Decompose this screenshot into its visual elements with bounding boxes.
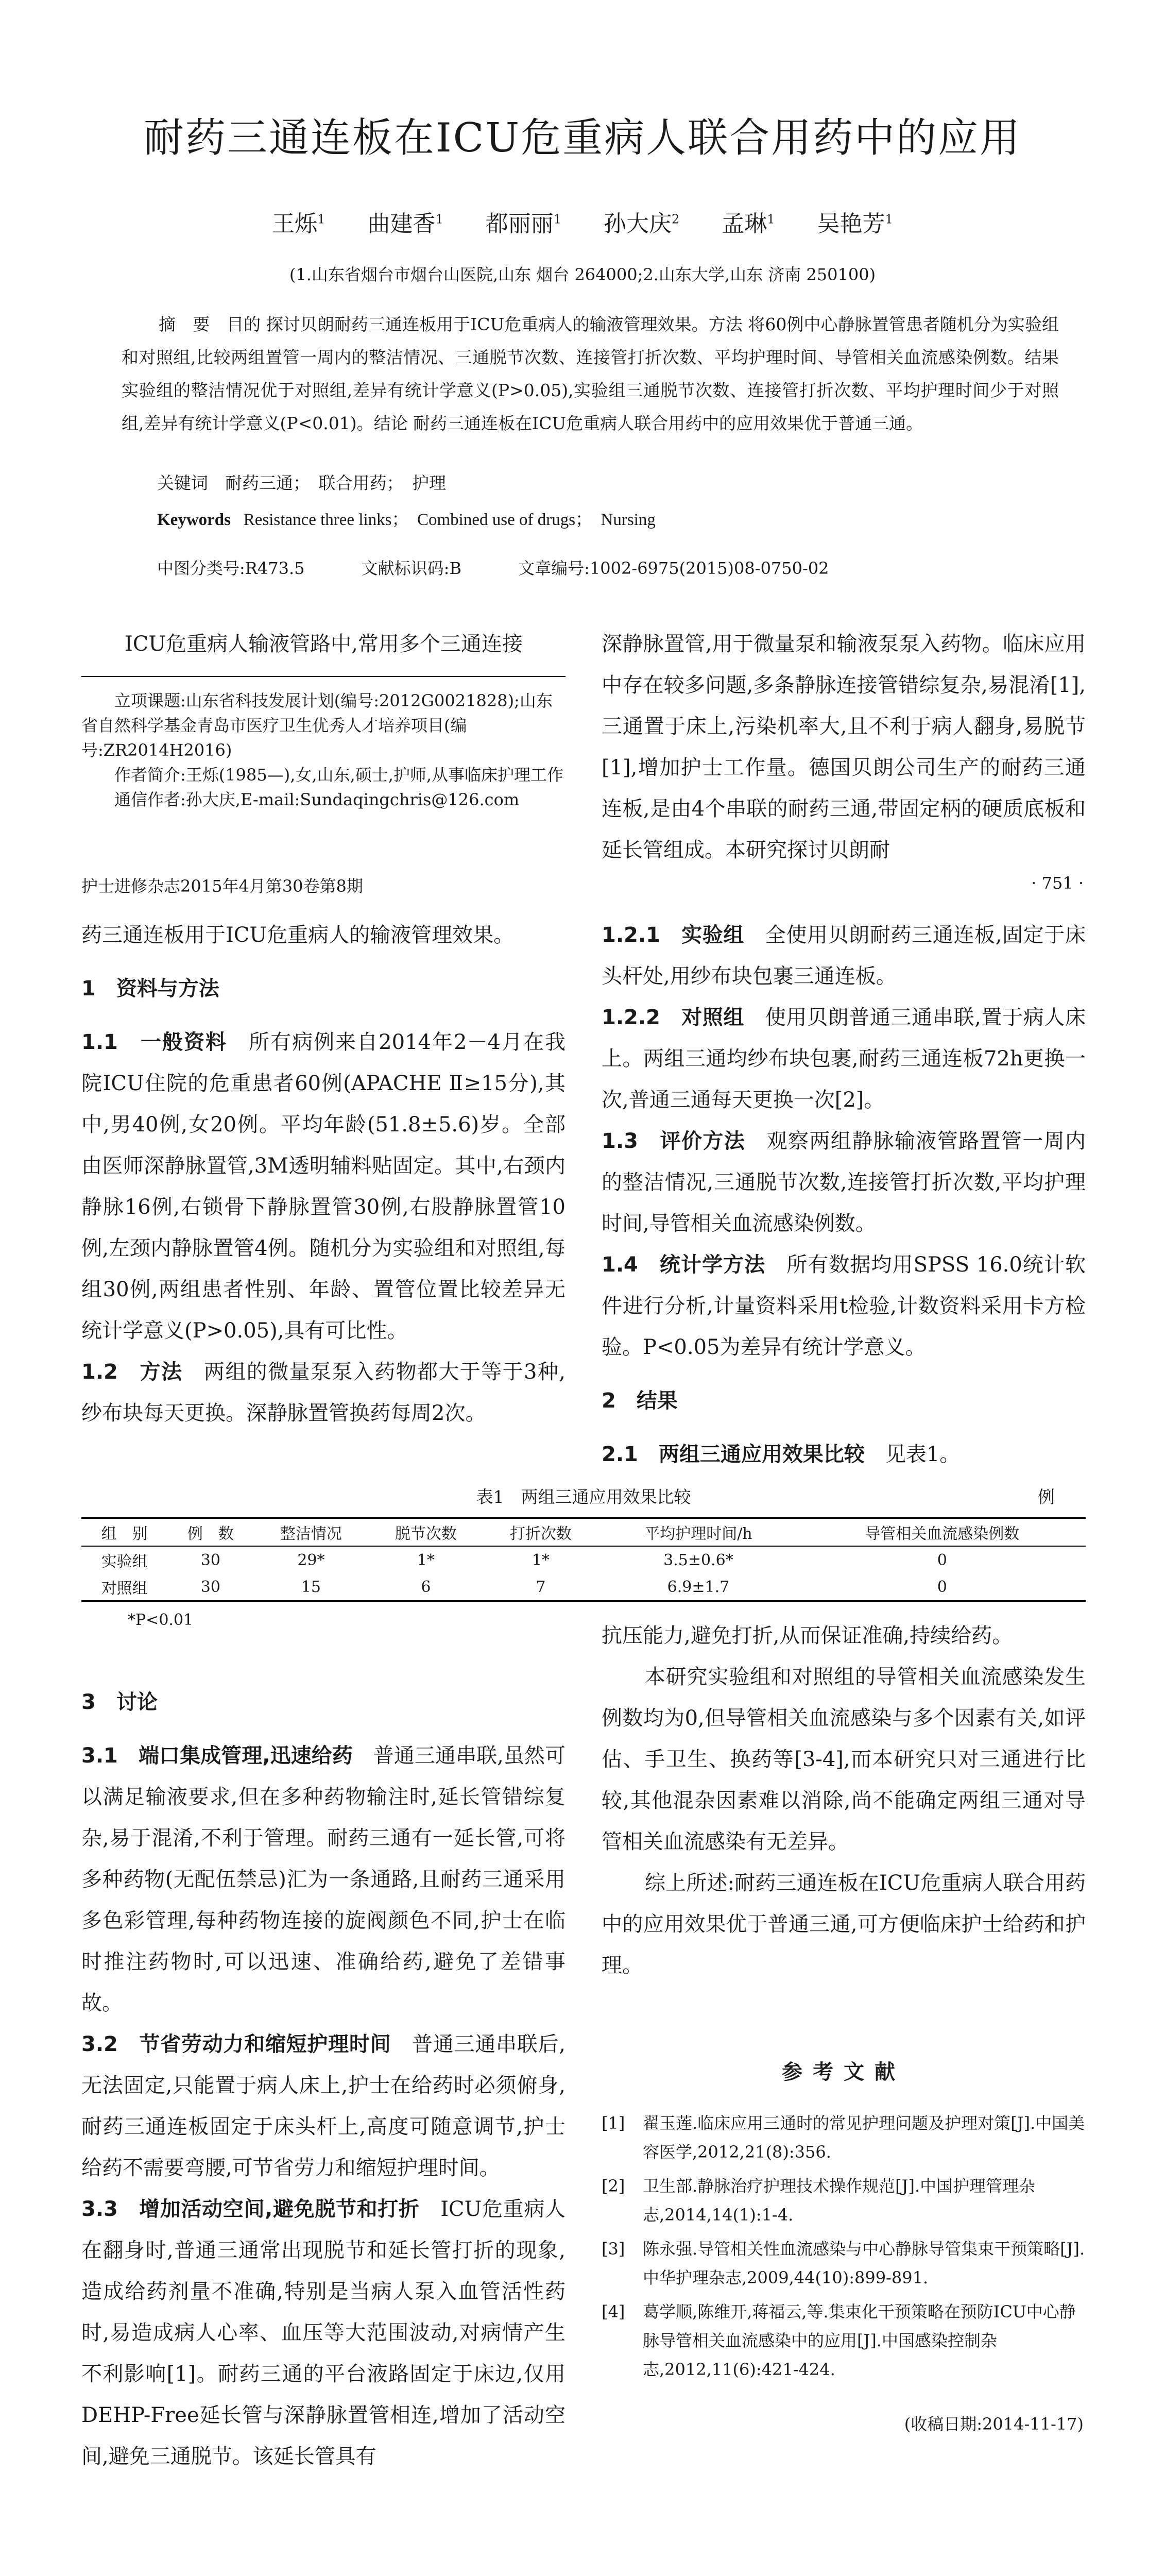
subsection-heading: 1.2 方法 [81,1360,183,1384]
reference-number: [3] [602,2239,625,2259]
table-cell: 6 [368,1573,483,1601]
paragraph: 1.3 评价方法 观察两组静脉输液管路置管一周内的整洁情况,三通脱节次数,连接管打折次数,平均护理时间,导管相关血流感染例数。 [602,1129,1086,1235]
references-section [602,2056,1086,2389]
table-header-cell: 平均护理时间/h [598,1518,798,1547]
footnote-rule [81,676,566,677]
article-number: 文章编号:1002-6975(2015)08-0750-02 [518,558,829,578]
table-cell: 29* [297,1551,325,1569]
author-list [0,205,1165,238]
journal-header: 护士进修杂志2015年4月第30卷第8期 [81,876,363,896]
table-row [81,1573,1086,1601]
subsection-heading: 1.2.2 对照组 [602,1006,745,1029]
table-header-cell: 例 数 [167,1518,253,1547]
reference-number: [4] [602,2302,625,2321]
table-note: *P<0.01 [128,1611,194,1629]
section-heading: 3 讨论 [81,1690,158,1714]
table-cell: 7 [483,1573,598,1601]
table-cell: 1* [417,1551,435,1569]
page1-right-column [602,623,1086,871]
document-code: 文献标识码:B [361,558,461,578]
reference-text: 卫生部.静脉治疗护理技术操作规范[J].中国护理管理杂志,2014,14(1):1-4. [643,2176,1036,2225]
paragraph: 3.2 节省劳动力和缩短护理时间 普通三通串联后,无法固定,只能置于病人床上,护士在给药时必须俯身,耐药三通连板固定于床头杆上,高度可随意调节,护士给药不需要弯腰,可节省劳力和缩短护理时间。 [81,2032,566,2180]
table-unit: 例 [1038,1487,1055,1507]
reference-text: 翟玉莲.临床应用三通时的常见护理问题及护理对策[J].中国美容医学,2012,21(8):356. [643,2113,1085,2162]
author: 王烁$^1$ [272,211,325,237]
references-title: 参考文献 [782,2060,905,2084]
reference-item [602,2234,1086,2292]
classification-line [157,555,881,579]
paragraph: 综上所述:耐药三通连板在ICU危重病人联合用药中的应用效果优于普通三通,可方便临床护士给药和护理。 [602,1871,1086,1977]
reference-number: [1] [602,2113,625,2133]
table-cell: 对照组 [81,1573,167,1601]
section-heading: 2 结果 [602,1389,678,1413]
page1-left-column [81,623,566,665]
paragraph: 2.1 两组三通应用效果比较 见表1。 [602,1443,961,1466]
paper-title: 耐药三通连板在ICU危重病人联合用药中的应用 [143,115,1022,161]
author: 都丽丽$^1$ [485,211,561,237]
clc-number: 中图分类号:R473.5 [157,558,305,578]
table-header-cell: 组 别 [81,1518,167,1547]
paragraph: 抗压能力,避免打折,从而保证准确,持续给药。 [602,1624,1013,1648]
subsection-heading: 3.1 端口集成管理,迅速给药 [81,1744,353,1768]
reference-item [602,2109,1086,2166]
subsection-heading: 2.1 两组三通应用效果比较 [602,1443,865,1466]
keywords: 关键词 耐药三通； 联合用药； 护理 [157,473,446,493]
reference-number: [2] [602,2176,625,2196]
intro-paragraph: ICU危重病人输液管路中,常用多个三通连接 [125,632,523,656]
subsection-heading: 1.3 评价方法 [602,1129,746,1153]
paragraph: 1.4 统计学方法 所有数据均用SPSS 16.0统计软件进行分析,计量资料采用t检验,计数资料采用卡方检验。P<0.05为差异有统计学意义。 [602,1253,1086,1359]
author: 吴艳芳$^1$ [817,211,893,237]
subsection-heading: 3.2 节省劳动力和缩短护理时间 [81,2032,391,2056]
subsection-heading: 1.4 统计学方法 [602,1253,766,1277]
discussion-left-column [81,1669,566,2477]
paragraph: 1.1 一般资料 所有病例来自2014年2－4月在我院ICU住院的危重患者60例(APACHE Ⅱ≥15分),其中,男40例,女20例。平均年龄(51.8±5.6)岁。全部由医师深静脉置管,3M透明辅料贴固定。其中,右颈内静脉16例,右锁骨下静脉置管30例,右股静脉置管10例,左颈内静脉置管4例。随机分为实验组和对照组,每组30例,两组患者性别、年龄、置管位置比较差异无统计学意义(P>0.05),具有可比性。 [81,1030,566,1343]
table-header-cell: 脱节次数 [368,1518,483,1547]
reference-item [602,2297,1086,2384]
table-cell: 1* [532,1551,550,1569]
received-date: (收稿日期:2014-11-17) [904,2414,1084,2434]
paragraph: 本研究实验组和对照组的导管相关血流感染发生例数均为0,但导管相关血流感染与多个因素有关,如评估、手卫生、换药等[3-4],而本研究只对三通进行比较,其他混杂因素难以消除,尚不能确定两组三通对导管相关血流感染有无差异。 [602,1665,1086,1854]
reference-text: 葛学顺,陈维开,蒋福云,等.集束化干预策略在预防ICU中心静脉导管相关血流感染中的应用[J].中国感染控制杂志,2012,11(6):421-424. [643,2302,1076,2379]
table-cell: 3.5±0.6* [663,1551,733,1569]
subsection-heading: 3.3 增加活动空间,避免脱节和打折 [81,2197,420,2221]
results-table [81,1484,1086,1629]
table-cell: 实验组 [101,1553,148,1571]
table-cell: 30 [167,1573,253,1601]
table-header-cell: 整洁情况 [253,1518,368,1547]
author: 孟琳$^1$ [722,211,775,237]
author: 曲建香$^1$ [367,211,443,237]
footnote: 立项课题:山东省科技发展计划(编号:2012G0021828);山东省自然科学基金青岛市医疗卫生优秀人才培养项目(编号:ZR2014H2016) 作者简介:王烁(1985—),女,山东,硕士,护师,从事临床护理工作 通信作者:孙大庆,E-mail:Sundaqingchris@126.com [81,691,564,809]
subsection-heading: 1.2.1 实验组 [602,923,745,947]
table-row [81,1546,1086,1573]
paragraph: 药三通连板用于ICU危重病人的输液管理效果。 [81,923,515,947]
author: 孙大庆$^2$ [604,211,680,237]
keywords-en-label: Keywords [157,511,231,529]
affiliations: (1.山东省烟台市烟台山医院,山东 烟台 264000;2.山东大学,山东 济南 250100) [289,265,876,284]
table-header-cell: 打折次数 [483,1518,598,1547]
page2-right-column [602,914,1086,1475]
reference-item [602,2172,1086,2229]
table-cell: 30 [200,1551,220,1569]
subsection-heading: 1.1 一般资料 [81,1030,228,1054]
table-cell: 0 [799,1573,1086,1601]
paragraph: 3.1 端口集成管理,迅速给药 普通三通串联,虽然可以满足输液要求,但在多种药物输注时,延长管错综复杂,易于混淆,不利于管理。耐药三通有一延长管,可将多种药物(无配伍禁忌)汇为一条通路,且耐药三通采用多色彩管理,每种药物连接的旋阀颜色不同,护士在临时推注药物时,可以迅速、准确给药,避免了差错事故。 [81,1744,566,2015]
paragraph: 1.2.2 对照组 使用贝朗普通三通串联,置于病人床上。两组三通均纱布块包裹,耐药三通连板72h更换一次,普通三通每天更换一次[2]。 [602,1006,1086,1112]
table-title: 表1 两组三通应用效果比较 例 [81,1484,1086,1508]
paragraph: 1.2.1 实验组 全使用贝朗耐药三通连板,固定于床头杆处,用纱布块包裹三通连板。 [602,923,1086,988]
paragraph: 1.2 方法 两组的微量泵泵入药物都大于等于3种,纱布块每天更换。深静脉置管换药每周2次。 [81,1360,566,1425]
paragraph: 3.3 增加活动空间,避免脱节和打折 ICU危重病人在翻身时,普通三通常出现脱节和延长管打折的现象,造成给药剂量不准确,特别是当病人泵入血管活性药时,易造成病人心率、血压等大范围波动,对病情产生不利影响[1]。耐药三通的平台液路固定于床边,仅用DEHP-Free延长管与深静脉置管相连,增加了活动空间,避免三通脱节。该延长管具有 [81,2197,566,2468]
discussion-right-column [602,1615,1086,1986]
table-cell: 15 [253,1573,368,1601]
table-cell: 6.9±1.7 [598,1573,798,1601]
page2-left-column [81,914,566,1434]
table-cell: 0 [937,1551,947,1569]
abstract: 摘 要 目的 探讨贝朗耐药三通连板用于ICU危重病人的输液管理效果。方法 将60例中心静脉置管患者随机分为实验组和对照组,比较两组置管一周内的整洁情况、三通脱节次数、连接管打折次数、平均护理时间、导管相关血流感染例数。结果 实验组的整洁情况优于对照组,差异有统计学意义(P>0.05),实验组三通脱节次数、连接管打折次数、平均护理时间少于对照组,差异有统计学意义(P<0.01)。结论 耐药三通连板在ICU危重病人联合用药中的应用效果优于普通三通。 [122,314,1059,433]
reference-text: 陈永强.导管相关性血流感染与中心静脉导管集束干预策略[J].中华护理杂志,2009,44(10):899-891. [643,2239,1085,2287]
intro-paragraph-cont: 深静脉置管,用于微量泵和输液泵泵入药物。临床应用中存在较多问题,多条静脉连接管错综复杂,易混淆[1],三通置于床上,污染机率大,且不利于病人翻身,易脱节[1],增加护士工作量。德国贝朗公司生产的耐药三通连板,是由4个串联的耐药三通,带固定柄的硬质底板和延长管组成。本研究探讨贝朗耐 [602,632,1086,862]
keywords-en: Keywords Resistance three links； Combined use of drugs； Nursing [157,511,656,529]
page-number: · 751 · [1031,873,1084,893]
table-header-cell: 导管相关血流感染例数 [799,1518,1086,1547]
section-heading: 1 资料与方法 [81,977,219,1001]
